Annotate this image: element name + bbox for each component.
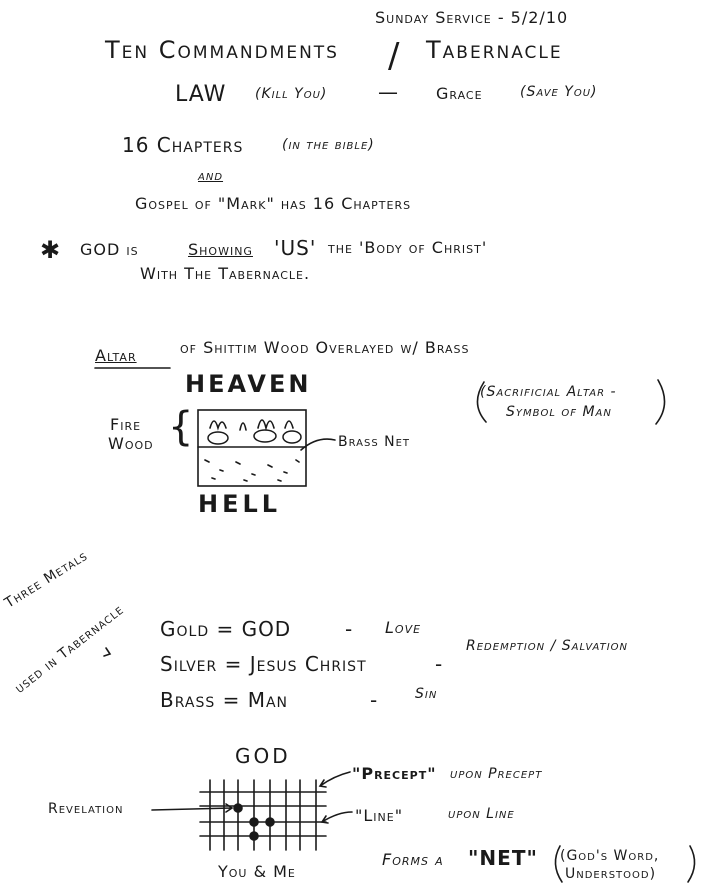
three-metals-rotated: Three Metals [2,547,91,612]
metal-silver-left: Silver = Jesus Christ [160,652,367,676]
altar-drawing [198,410,335,486]
metal-brass-right: Sin [415,686,438,702]
gods-word-paren-left [555,846,562,882]
line-arrow [322,812,352,823]
fire-wood-brace: { [168,404,195,450]
law-note: (Kill You) [255,86,328,102]
law-label: LAW [175,82,227,107]
service-date: Sunday Service - 5/2/10 [375,8,569,27]
paren-left [477,382,486,422]
metal-gold-left: Gold = GOD [160,617,292,641]
precept-quote: "Precept" [352,764,437,783]
showing-text-us: 'US' [274,236,317,260]
title-ten-commandments: Ten Commandments [105,36,339,64]
net-knot-3 [266,818,274,826]
precept-arrow [320,772,350,787]
chapters-line: 16 Chapters [122,133,244,157]
net-word: "NET" [468,846,538,870]
hell-label: HELL [198,490,282,518]
showing-text-a: GOD is [80,240,139,259]
metal-gold-dash: - [345,617,354,641]
net-god-label: GOD [235,744,291,768]
gods-word-note: (God's Word, [560,848,660,864]
used-in-tabernacle-rotated: used in Tabernacle [12,601,128,697]
title-tabernacle: Tabernacle [426,36,563,64]
metal-silver-dash: - [435,652,444,676]
symbol-of-man-note: Symbol of Man [506,404,612,420]
wood-label: Wood [108,434,154,453]
with-tabernacle-line: With The Tabernacle. [140,264,311,283]
metal-brass-dash: - [370,688,379,712]
line-quote: "Line" [355,806,404,825]
and-word: and [198,168,224,184]
ash-marks [205,460,299,481]
altar-heading-rest: of Shittim Wood Overlayed w/ Brass [180,338,470,357]
net-grid [200,780,326,850]
brass-net-label: Brass Net [338,434,411,450]
heaven-label: HEAVEN [185,370,312,398]
star-mark: ✱ [40,236,62,264]
wood-log-1 [208,432,228,444]
gods-word-paren-right [688,846,695,882]
net-knot-4 [250,832,258,840]
line-upon: upon Line [448,806,515,822]
understood-note: Understood) [565,866,657,882]
net-knot-1 [234,804,242,812]
precept-upon: upon Precept [450,766,543,782]
paren-right [656,380,665,424]
net-knot-2 [250,818,258,826]
altar-heading: Altar [95,346,137,365]
grace-note: (Save You) [520,84,598,100]
law-grace-dash: — [378,80,399,104]
revelation-label: Revelation [48,801,124,817]
grace-label: Grace [436,84,483,103]
sacrificial-altar-note: (Sacrificial Altar - [480,384,617,400]
metal-gold-right: Love [385,618,422,637]
flames [210,420,293,430]
chapters-note: (in the bible) [282,137,375,153]
gospel-mark-line: Gospel of "Mark" has 16 Chapters [135,194,412,213]
fire-label: Fire [110,415,142,434]
wood-log-3 [283,431,301,443]
showing-text-d: the 'Body of Christ' [328,238,488,257]
title-slash: / [388,36,401,76]
metal-brass-left: Brass = Man [160,688,289,712]
showing-text-b: Showing [188,240,253,259]
forms-a-label: Forms a [382,850,444,869]
rotated-arrow [104,648,110,656]
metal-silver-right: Redemption / Salvation [466,638,629,654]
you-and-me-label: You & Me [218,862,296,881]
wood-log-2 [254,430,276,442]
